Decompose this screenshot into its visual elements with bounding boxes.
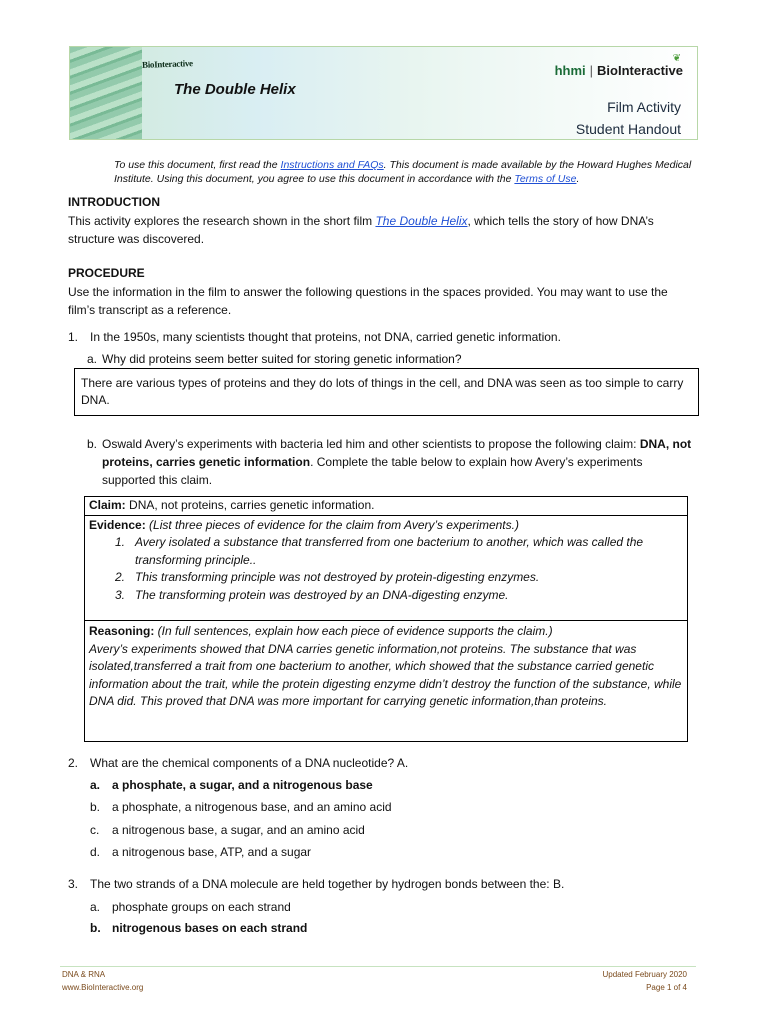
instructions-faq-link[interactable]: Instructions and FAQs bbox=[280, 159, 384, 171]
question-1-text: In the 1950s, many scientists thought that proteins, not DNA, carried genetic information. bbox=[90, 330, 561, 344]
option-a[interactable]: a phosphate, a sugar, and a nitrogenous base bbox=[112, 778, 373, 792]
reasoning-row[interactable]: Reasoning: (In full sentences, explain how each piece of evidence supports the claim.) Avery’s experiments showed that DNA carries genetic information,not proteins. The substance that was isolated,transferred a trait from one bacterium to another, which showed that the substance carried genetic information about the trait, while the protein digesting enzyme didn’t destroy the function of the substance, while DNA did. This proved that DNA was more important for carrying genetic information,than proteins. bbox=[85, 621, 687, 741]
footer-updated: Updated February 2020 bbox=[602, 970, 687, 979]
film-activity-label: Film Activity bbox=[607, 99, 681, 115]
biointeractive-brand: BioInteractive bbox=[597, 63, 683, 78]
question-1a-text: Why did proteins seem better suited for storing genetic information? bbox=[102, 352, 462, 366]
question-number: 3. bbox=[68, 877, 79, 891]
evidence-list bbox=[89, 534, 683, 604]
question-number: 2. bbox=[68, 756, 79, 770]
leaf-icon: ❦ bbox=[672, 53, 681, 64]
hhmi-brand: hhmi | BioInteractive bbox=[554, 63, 683, 78]
option-label: c. bbox=[90, 823, 100, 837]
question-number: 1. bbox=[68, 330, 79, 344]
answer-box-1a[interactable]: There are various types of proteins and they do lots of things in the cell, and DNA was seen as too simple to carry DNA. bbox=[74, 368, 699, 416]
option-label: a. bbox=[90, 900, 101, 914]
biointeractive-logo: BioInteractive bbox=[141, 58, 193, 70]
option-a[interactable]: phosphate groups on each strand bbox=[112, 900, 291, 914]
option-label: d. bbox=[90, 845, 101, 859]
evidence-item: 1. Avery isolated a substance that transferred from one bacterium to another, which was called the transforming principle.. bbox=[115, 535, 644, 567]
terms-of-use-link[interactable]: Terms of Use bbox=[514, 172, 577, 185]
option-c[interactable]: a nitrogenous base, a sugar, and an amino acid bbox=[112, 823, 365, 837]
footer-page-number: Page 1 of 4 bbox=[646, 983, 687, 992]
subquestion-label: b. bbox=[87, 437, 98, 451]
option-b[interactable]: a phosphate, a nitrogenous base, and an amino acid bbox=[112, 800, 392, 814]
question-2-text: What are the chemical components of a DNA nucleotide? A. bbox=[90, 756, 409, 770]
subquestion-label: a. bbox=[87, 352, 98, 366]
claim-evidence-table bbox=[84, 496, 688, 742]
claim-row: Claim: DNA, not proteins, carries genetic information. bbox=[85, 497, 687, 516]
double-helix-film-link[interactable]: The Double Helix bbox=[375, 214, 468, 228]
document-title: The Double Helix bbox=[174, 81, 296, 98]
reasoning-text: Avery’s experiments showed that DNA carries genetic information,not proteins. The substance that was isolated,transferred a trait from one bacterium to another, which showed that the substance carried genetic information about the trait, while the protein digesting enzyme didn’t destroy the function of the substance, while DNA did. This proved that DNA was more important for carrying genetic information,than proteins. bbox=[89, 641, 682, 708]
introduction-heading: INTRODUCTION bbox=[68, 195, 160, 209]
introduction-text: This activity explores the research shown in the short film The Double Helix, which tells the story of how DNA’s structure was discovered. bbox=[68, 214, 654, 246]
student-handout-label: Student Handout bbox=[575, 121, 681, 137]
question-1b-text: Oswald Avery’s experiments with bacteria led him and other scientists to propose the following claim: DNA, not proteins, carries genetic information. Complete the table below to explain how Avery’s experiments supported this claim. bbox=[102, 437, 692, 487]
procedure-text: Use the information in the film to answer the following questions in the spaces provided. You may want to use the film’s transcript as a reference. bbox=[68, 285, 668, 317]
evidence-row[interactable]: Evidence: (List three pieces of evidence for the claim from Avery’s experiments.) 1. Avery isolated a substance that transferred from one bacterium to another, which was called the transforming principle.. 2. This transforming principle was not destroyed by protein-digesting enzymes. 3. The transforming protein was destroyed by an DNA-digesting enzyme. bbox=[85, 516, 687, 621]
usage-note: To use this document, first read the Instructions and FAQs. This document is made available by the Howard Hughes Medical Institute. Using this document, you agree to use this document in accordance with the Terms of Use. bbox=[114, 159, 692, 185]
footer-divider bbox=[60, 966, 696, 967]
footer-unit: DNA & RNA bbox=[62, 970, 106, 979]
option-label: b. bbox=[90, 800, 101, 814]
option-b[interactable]: nitrogenous bases on each strand bbox=[112, 921, 308, 935]
hhmi-logo: hhmi bbox=[554, 63, 586, 78]
procedure-heading: PROCEDURE bbox=[68, 266, 145, 280]
evidence-item: 3. The transforming protein was destroyed by an DNA-digesting enzyme. bbox=[115, 587, 509, 602]
footer-website[interactable]: www.BioInteractive.org bbox=[62, 983, 144, 992]
option-d[interactable]: a nitrogenous base, ATP, and a sugar bbox=[112, 845, 312, 859]
question-3-text: The two strands of a DNA molecule are held together by hydrogen bonds between the: B. bbox=[90, 877, 565, 891]
evidence-item: 2. This transforming principle was not destroyed by protein-digesting enzymes. bbox=[115, 570, 540, 584]
dna-image bbox=[70, 47, 142, 139]
header-banner bbox=[69, 46, 698, 140]
option-label: a. bbox=[90, 778, 101, 792]
option-label: b. bbox=[90, 921, 101, 935]
